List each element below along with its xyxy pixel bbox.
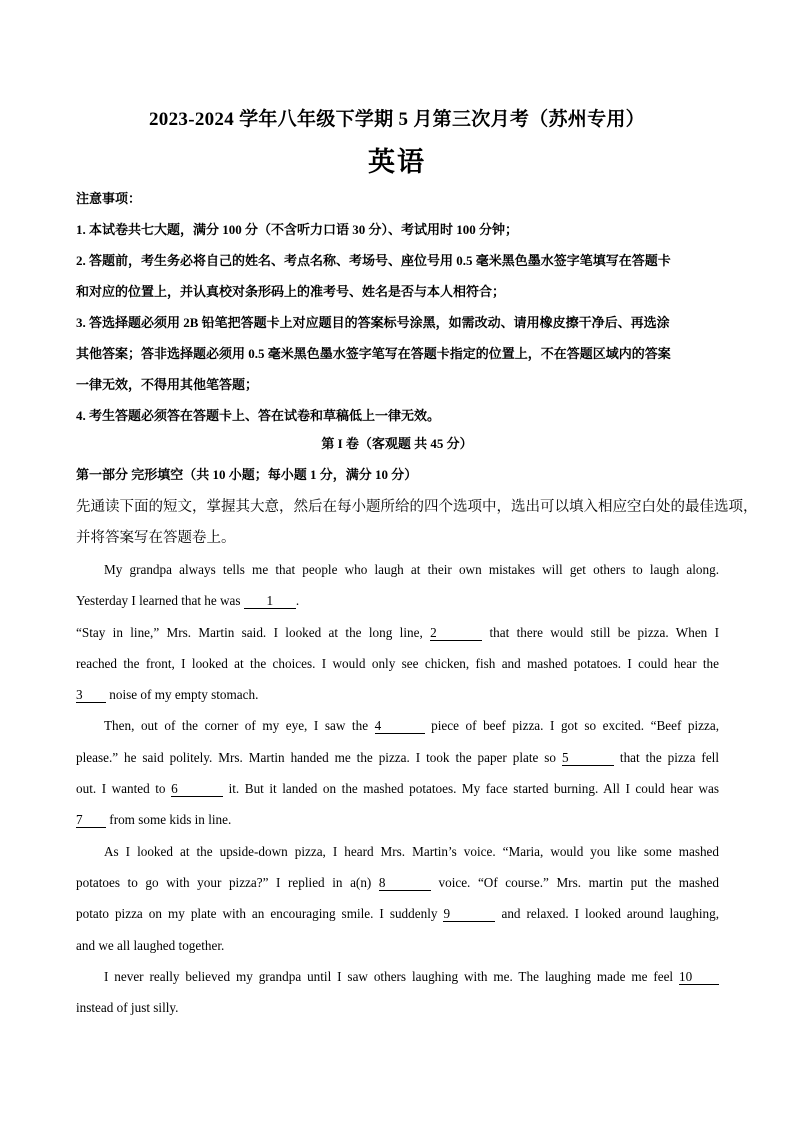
blank-1: 1 (244, 594, 296, 609)
instructions (76, 492, 758, 554)
blank-3: 3 (76, 688, 106, 703)
blank-5: 5 (562, 751, 614, 766)
passage-line: potatoes to go with your pizza?” I replied in a(n) 8 voice. “Of course.” Mrs. martin put the mashed (76, 874, 720, 890)
passage-line: please.” he said politely. Mrs. Martin handed me the pizza. I took the paper plate so 5 that the pizza fell (76, 749, 719, 765)
blank-2: 2 (430, 626, 482, 641)
notes-line: 2. 答题前，考生务必将自己的姓名、考点名称、考场号、座位号用 0.5 毫米黑色墨水签字笔填写在答题卡 (76, 253, 671, 268)
exam-title: 2023-2024 学年八年级下学期 5 月第三次月考（苏州专用） (149, 109, 645, 130)
blank-6: 6 (171, 782, 223, 797)
notes-line: 一律无效，不得用其他笔答题； (76, 377, 259, 392)
passage-line: As I looked at the upside-down pizza, I heard Mrs. Martin’s voice. “Maria, would you like some mashed (104, 843, 719, 859)
instruction-line: 先通读下面的短文，掌握其大意，然后在每小题所给的四个选项中，选出可以填入相应空白处的最佳选项， (76, 499, 758, 515)
blank-8: 8 (379, 876, 431, 891)
passage-line: potato pizza on my plate with an encouraging smile. I suddenly 9 and relaxed. I looked around laughing, (76, 906, 720, 922)
passage-line: Yesterday I learned that he was 1 . (76, 593, 300, 609)
notes-line: 1. 本试卷共七大题，满分 100 分（不含听力口语 30 分）、考试用时 100 分钟； (76, 222, 519, 237)
passage-line: 7 from some kids in line. (76, 812, 232, 828)
notes-line: 4. 考生答题必须答在答题卡上、答在试卷和草稿低上一律无效。 (76, 408, 441, 423)
passage-line: instead of just silly. (76, 1000, 179, 1016)
passage-line: 3 noise of my empty stomach. (76, 687, 259, 703)
passage-line: I never really believed my grandpa until I saw others laughing with me. The laughing made me feel 10 (76, 961, 719, 992)
instruction-line: 并将答案写在答题卷上。 (76, 530, 236, 546)
passage-line: Then, out of the corner of my eye, I saw the 4 piece of beef pizza. I got so excited. “Beef pizza, (104, 718, 720, 734)
passage-line: “Stay in line,” Mrs. Martin said. I looked at the long line, 2 that there would still be pizza. When I (76, 624, 720, 640)
part-title: 第一部分 完形填空（共 10 小题；每小题 1 分，满分 10 分） (76, 467, 418, 482)
section-title: 第 I 卷（客观题 共 45 分） (321, 436, 473, 451)
blank-10: 10 (679, 970, 719, 985)
passage-line: out. I wanted to 6 it. But it landed on the mashed potatoes. My face started burning. All I could hear was (76, 781, 720, 797)
passage-line: My grandpa always tells me that people who laugh at their own mistakes will get others to laugh along. (104, 562, 719, 577)
passage-line: reached the front, I looked at the choices. I would only see chicken, fish and mashed potatoes. I could hear the (76, 655, 719, 671)
notes-section (76, 183, 726, 431)
notes-heading: 注意事项： (76, 191, 142, 206)
blank-4: 4 (375, 719, 425, 734)
passage-line: and we all laughed together. (76, 937, 225, 953)
subject-title: 英语 (368, 147, 426, 177)
cloze-passage (76, 554, 719, 1023)
notes-line: 3. 答选择题必须用 2B 铅笔把答题卡上对应题目的答案标号涂黑，如需改动、请用橡皮擦干净后、再选涂 (76, 315, 670, 330)
blank-7: 7 (76, 813, 106, 828)
blank-9: 9 (443, 907, 495, 922)
notes-line: 其他答案；答非选择题必须用 0.5 毫米黑色墨水签字笔写在答题卡指定的位置上，不在答题区域内的答案 (76, 346, 671, 361)
notes-line: 和对应的位置上，并认真校对条形码上的准考号、姓名是否与本人相符合； (76, 284, 506, 299)
